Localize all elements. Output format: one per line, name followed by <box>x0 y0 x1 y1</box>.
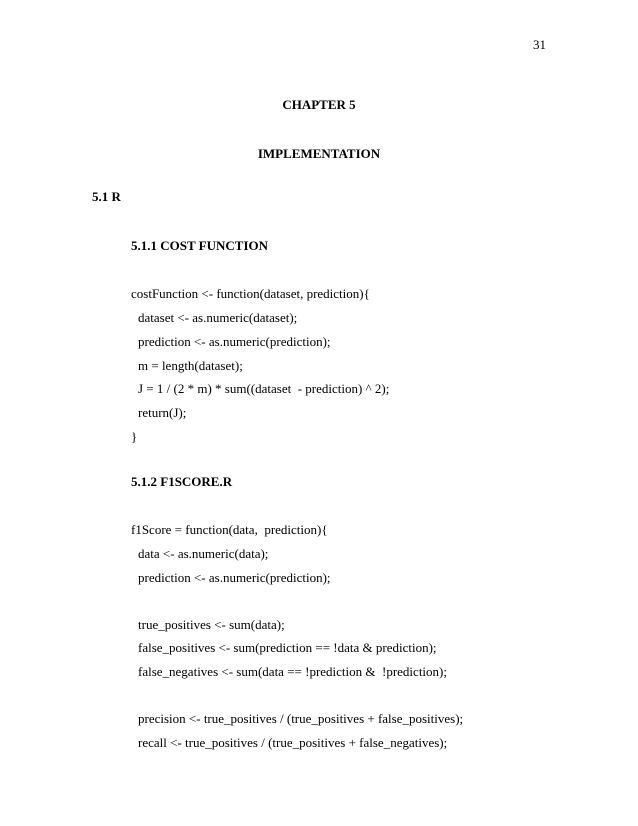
code-line: precision <- true_positives / (true_positives + false_positives); <box>138 711 464 726</box>
code-line: prediction <- as.numeric(prediction); <box>138 570 331 585</box>
subsection-heading-f1score: 5.1.2 F1SCORE.R <box>131 474 233 489</box>
code-line: prediction <- as.numeric(prediction); <box>138 334 331 349</box>
code-line: return(J); <box>138 405 187 420</box>
chapter-title: IMPLEMENTATION <box>257 146 381 161</box>
page-number: 31 <box>533 37 546 52</box>
code-line: costFunction <- function(dataset, prediction){ <box>131 286 370 301</box>
code-line: recall <- true_positives / (true_positives + false_negatives); <box>138 735 448 750</box>
code-line: f1Score = function(data, prediction){ <box>131 522 328 537</box>
subsection-heading-cost-function: 5.1.1 COST FUNCTION <box>131 238 269 253</box>
code-line: false_positives <- sum(prediction == !data & prediction); <box>138 640 437 655</box>
code-line: m = length(dataset); <box>138 358 243 373</box>
code-line: J = 1 / (2 * m) * sum((dataset - prediction) ^ 2); <box>138 381 390 396</box>
section-heading: 5.1 R <box>92 189 121 204</box>
code-line: dataset <- as.numeric(dataset); <box>138 310 298 325</box>
code-line: true_positives <- sum(data); <box>138 617 285 632</box>
chapter-label: CHAPTER 5 <box>282 97 356 112</box>
code-line: } <box>131 429 138 444</box>
code-line: data <- as.numeric(data); <box>138 546 269 561</box>
code-line: false_negatives <- sum(data == !prediction & !prediction); <box>138 664 447 679</box>
